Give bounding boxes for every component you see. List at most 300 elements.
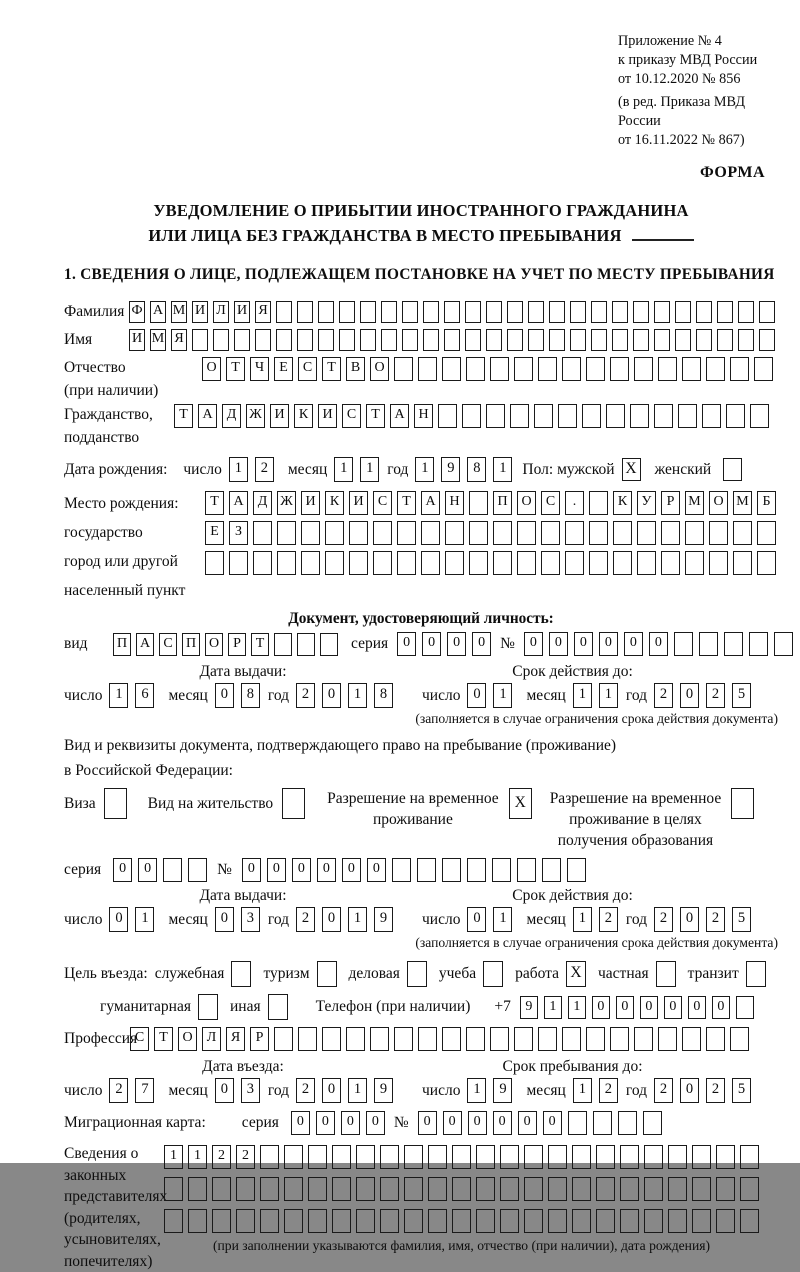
char-box: О: [517, 491, 536, 515]
char-box: Т: [205, 491, 224, 515]
stay-valid-day: [467, 907, 512, 932]
issue-date-heading: Дата выдачи:: [199, 663, 287, 680]
char-box: 0: [518, 1111, 537, 1135]
char-box: Я: [171, 329, 187, 351]
char-box: 0: [138, 858, 157, 882]
char-box: [428, 1177, 447, 1201]
char-box: [517, 858, 536, 882]
identity-doc-date-headings: [64, 663, 778, 681]
char-box: [696, 329, 712, 351]
char-box: [188, 1209, 207, 1233]
char-box: [612, 301, 628, 323]
char-box: [205, 551, 224, 575]
char-box: [462, 404, 481, 428]
char-box: [467, 858, 486, 882]
stay-doc-dates: число 0 1 месяц 0 3 год 2 0 1 9 число 0 1 месяц 1 2 год 2 0 2 5: [64, 907, 778, 932]
char-box: 0: [712, 996, 730, 1019]
char-box: З: [229, 521, 248, 545]
char-box: 5: [732, 907, 751, 932]
char-box: [325, 551, 344, 575]
purpose-transit-checkbox: [746, 961, 766, 987]
char-box: 0: [418, 1111, 437, 1135]
rvp-checkbox: X: [509, 788, 532, 819]
char-box: [234, 329, 250, 351]
char-box: [759, 329, 775, 351]
char-box: [738, 329, 754, 351]
ref-line: к приказу МВД России: [618, 52, 758, 68]
char-box: [325, 521, 344, 545]
char-box: [360, 329, 376, 351]
char-box: [514, 357, 533, 381]
char-box: [613, 521, 632, 545]
char-box: [332, 1177, 351, 1201]
char-box: 1: [348, 907, 367, 932]
doc-kind-boxes: [113, 633, 338, 656]
char-box: [596, 1145, 615, 1169]
char-box: [301, 551, 320, 575]
char-box: [591, 329, 607, 351]
char-box: [392, 858, 411, 882]
char-box: [277, 521, 296, 545]
char-box: 0: [592, 996, 610, 1019]
sex-female-label: женский: [654, 460, 712, 478]
char-box: [445, 551, 464, 575]
char-box: 1: [348, 1078, 367, 1103]
char-box: [380, 1145, 399, 1169]
char-box: И: [234, 301, 250, 323]
patronymic-row: [64, 357, 778, 402]
char-box: А: [229, 491, 248, 515]
char-box: О: [178, 1027, 197, 1051]
char-box: [733, 551, 752, 575]
firstname-boxes: [129, 329, 775, 351]
char-box: [297, 633, 315, 656]
char-box: [685, 551, 704, 575]
char-box: [360, 301, 376, 323]
char-box: [510, 404, 529, 428]
ref-line: от 10.12.2020 № 856: [618, 71, 741, 87]
char-box: М: [150, 329, 166, 351]
char-box: 0: [422, 632, 441, 656]
char-box: [380, 1177, 399, 1201]
sex-female-checkbox: [723, 458, 742, 481]
char-box: [696, 301, 712, 323]
representatives-label: Сведения о законных представителях (родителях, усыновителях, попечителях): [64, 1145, 168, 1270]
ref-line: (в ред. Приказа МВД России: [618, 94, 746, 129]
char-box: [514, 1027, 533, 1051]
citizenship-label: Гражданство, подданство: [64, 406, 153, 446]
char-box: 2: [255, 457, 274, 482]
char-box: А: [421, 491, 440, 515]
char-box: [381, 301, 397, 323]
char-box: Н: [445, 491, 464, 515]
char-box: М: [171, 301, 187, 323]
limited-validity-note-2: (заполняется в случае ограничения срока действия документа): [415, 935, 778, 950]
purpose-row2: гуманитарная иная Телефон (при наличии) +7 9 1 1 0 0 0 0 0 0: [64, 994, 778, 1020]
char-box: [633, 301, 649, 323]
year-label: год: [387, 460, 409, 478]
char-box: [404, 1209, 423, 1233]
char-box: 2: [706, 683, 725, 708]
char-box: Д: [222, 404, 241, 428]
char-box: 2: [654, 683, 673, 708]
char-box: 1: [109, 683, 128, 708]
char-box: [466, 357, 485, 381]
char-box: [421, 551, 440, 575]
birthplace-row2-boxes: [205, 521, 776, 545]
migcard-number-boxes: [418, 1111, 662, 1135]
char-box: [212, 1177, 231, 1201]
char-box: [538, 357, 557, 381]
char-box: [668, 1209, 687, 1233]
char-box: [654, 404, 673, 428]
char-box: [682, 1027, 701, 1051]
char-box: [586, 357, 605, 381]
char-box: [318, 329, 334, 351]
char-box: 0: [322, 683, 341, 708]
char-box: 2: [109, 1078, 128, 1103]
char-box: 0: [664, 996, 682, 1019]
char-box: Е: [205, 521, 224, 545]
char-box: [276, 329, 292, 351]
char-box: 0: [367, 858, 386, 882]
char-box: [418, 1027, 437, 1051]
char-box: [284, 1209, 303, 1233]
char-box: П: [113, 633, 131, 656]
char-box: [452, 1209, 471, 1233]
char-box: 1: [415, 457, 434, 482]
char-box: 0: [292, 858, 311, 882]
char-box: [582, 404, 601, 428]
stay-doc-line2: в Российской Федерации:: [64, 762, 233, 779]
char-box: [236, 1177, 255, 1201]
char-box: [260, 1209, 279, 1233]
representatives-rows: [164, 1143, 759, 1254]
char-box: 0: [680, 907, 699, 932]
char-box: 0: [215, 907, 234, 932]
char-box: М: [685, 491, 704, 515]
stay-issue-month: [215, 907, 260, 932]
char-box: [730, 357, 749, 381]
char-box: 0: [616, 996, 634, 1019]
char-box: 2: [599, 907, 618, 932]
char-box: [706, 357, 725, 381]
doc-kind-label: вид: [64, 635, 88, 652]
char-box: [620, 1177, 639, 1201]
char-box: [493, 551, 512, 575]
char-box: [570, 301, 586, 323]
char-box: [188, 858, 207, 882]
doc-series-boxes: [397, 632, 491, 656]
char-box: [229, 551, 248, 575]
char-box: Р: [228, 633, 246, 656]
title-blank-line: [632, 239, 694, 241]
char-box: [549, 301, 565, 323]
char-box: 0: [467, 683, 486, 708]
char-box: [394, 1027, 413, 1051]
char-box: Т: [226, 357, 245, 381]
char-box: [558, 404, 577, 428]
sex-label: Пол: мужской: [522, 460, 615, 478]
char-box: И: [192, 301, 208, 323]
char-box: [740, 1209, 759, 1233]
doc-issue-year: [296, 683, 393, 708]
char-box: [589, 521, 608, 545]
char-box: [548, 1177, 567, 1201]
char-box: 0: [113, 858, 132, 882]
char-box: 9: [493, 1078, 512, 1103]
char-box: [500, 1209, 519, 1233]
char-box: [517, 551, 536, 575]
migration-card-row: Миграционная карта: серия 0 0 0 0 № 0 0 0 0 0 0: [64, 1111, 778, 1135]
stay-series-boxes: [113, 858, 207, 882]
char-box: [548, 1209, 567, 1233]
char-box: [284, 1177, 303, 1201]
char-box: [318, 301, 334, 323]
char-box: 1: [568, 996, 586, 1019]
char-box: [675, 329, 691, 351]
char-box: [418, 357, 437, 381]
title-line2: ИЛИ ЛИЦА БЕЗ ГРАЖДАНСТВА В МЕСТО ПРЕБЫВАНИЯ: [148, 226, 622, 245]
until-month: [573, 1078, 618, 1103]
char-box: [438, 404, 457, 428]
char-box: [349, 551, 368, 575]
char-box: В: [346, 357, 365, 381]
birth-month-boxes: [334, 457, 379, 482]
purpose-row: Цель въезда: служебная туризм деловая учеба работа X частная транзит: [64, 961, 778, 987]
char-box: 1: [360, 457, 379, 482]
char-box: Т: [251, 633, 269, 656]
char-box: [277, 551, 296, 575]
char-box: 0: [680, 683, 699, 708]
char-box: М: [733, 491, 752, 515]
char-box: [188, 1177, 207, 1201]
char-box: 1: [135, 907, 154, 932]
char-box: Т: [154, 1027, 173, 1051]
char-box: [213, 329, 229, 351]
doc-issue-day: [109, 683, 154, 708]
char-box: 2: [296, 907, 315, 932]
char-box: [613, 551, 632, 575]
char-box: [253, 551, 272, 575]
char-box: [356, 1177, 375, 1201]
char-box: [586, 1027, 605, 1051]
char-box: [740, 1177, 759, 1201]
citizenship-boxes: [174, 404, 769, 428]
char-box: [675, 301, 691, 323]
until-day: [467, 1078, 512, 1103]
doc-number-sign: №: [500, 635, 515, 652]
birthplace-label: Место рождения: государство город или другой населенный пункт: [64, 495, 186, 599]
char-box: [567, 858, 586, 882]
purpose-private-checkbox: [656, 961, 676, 987]
char-box: А: [198, 404, 217, 428]
char-box: [716, 1209, 735, 1233]
char-box: 2: [296, 1078, 315, 1103]
representatives-note: (при заполнении указываются фамилия, имя, отчество (при наличии), дата рождения): [212, 1238, 711, 1253]
char-box: 1: [334, 457, 353, 482]
char-box: [572, 1177, 591, 1201]
stay-issue-year: [296, 907, 393, 932]
char-box: Т: [366, 404, 385, 428]
char-box: [192, 329, 208, 351]
char-box: [572, 1145, 591, 1169]
doc-valid-year: [654, 683, 751, 708]
char-box: [397, 551, 416, 575]
char-box: [716, 1177, 735, 1201]
day-label: число: [183, 460, 222, 478]
char-box: А: [390, 404, 409, 428]
char-box: О: [370, 357, 389, 381]
char-box: [634, 357, 653, 381]
char-box: 0: [640, 996, 658, 1019]
char-box: [606, 404, 625, 428]
char-box: С: [159, 633, 177, 656]
char-box: И: [301, 491, 320, 515]
char-box: [236, 1209, 255, 1233]
char-box: 0: [443, 1111, 462, 1135]
char-box: 6: [135, 683, 154, 708]
char-box: [298, 1027, 317, 1051]
char-box: [349, 521, 368, 545]
entry-year: [296, 1078, 393, 1103]
char-box: [524, 1145, 543, 1169]
entry-month: [215, 1078, 260, 1103]
char-box: [284, 1145, 303, 1169]
char-box: [404, 1145, 423, 1169]
char-box: [637, 551, 656, 575]
char-box: [549, 329, 565, 351]
char-box: [469, 551, 488, 575]
until-year: [654, 1078, 751, 1103]
char-box: 0: [341, 1111, 360, 1135]
char-box: И: [318, 404, 337, 428]
char-box: 9: [374, 907, 393, 932]
char-box: Я: [255, 301, 271, 323]
char-box: [685, 521, 704, 545]
char-box: 2: [706, 1078, 725, 1103]
stay-doc-series-row: серия 0 0 № 0 0 0 0 0 0: [64, 858, 778, 882]
char-box: [528, 329, 544, 351]
stay-doc-options: [64, 788, 778, 851]
char-box: [493, 521, 512, 545]
surname-boxes: [129, 301, 775, 323]
ref-line: Приложение № 4: [618, 33, 722, 49]
doc-valid-day: [467, 683, 512, 708]
char-box: [442, 357, 461, 381]
char-box: 5: [732, 1078, 751, 1103]
char-box: [373, 551, 392, 575]
char-box: [668, 1145, 687, 1169]
char-box: А: [150, 301, 166, 323]
char-box: 8: [467, 457, 486, 482]
patronymic-boxes: [202, 357, 773, 381]
birthplace-row1-boxes: [205, 491, 776, 515]
char-box: [740, 1145, 759, 1169]
char-box: Ж: [277, 491, 296, 515]
char-box: [572, 1209, 591, 1233]
char-box: [630, 404, 649, 428]
representatives-row3-boxes: [164, 1209, 759, 1233]
char-box: У: [637, 491, 656, 515]
char-box: К: [325, 491, 344, 515]
char-box: 1: [493, 907, 512, 932]
char-box: [692, 1177, 711, 1201]
char-box: [492, 858, 511, 882]
char-box: [423, 329, 439, 351]
char-box: [397, 521, 416, 545]
char-box: 0: [242, 858, 261, 882]
char-box: [637, 521, 656, 545]
char-box: [654, 301, 670, 323]
doc-issue-month: [215, 683, 260, 708]
char-box: 0: [322, 1078, 341, 1103]
char-box: 0: [472, 632, 491, 656]
char-box: Н: [414, 404, 433, 428]
char-box: 0: [215, 1078, 234, 1103]
char-box: [644, 1209, 663, 1233]
char-box: 0: [317, 858, 336, 882]
char-box: [702, 404, 721, 428]
birthdate-label: Дата рождения:: [64, 460, 168, 478]
char-box: [428, 1145, 447, 1169]
char-box: 1: [573, 683, 592, 708]
char-box: [402, 329, 418, 351]
char-box: [709, 521, 728, 545]
identity-doc-heading: Документ, удостоверяющий личность:: [288, 610, 554, 627]
entry-day: [109, 1078, 154, 1103]
char-box: [276, 301, 292, 323]
surname-label: Фамилия: [64, 303, 125, 320]
char-box: И: [129, 329, 145, 351]
purpose-other-checkbox: [268, 994, 288, 1020]
char-box: 1: [229, 457, 248, 482]
char-box: О: [205, 633, 223, 656]
representatives-block: [64, 1143, 778, 1272]
char-box: 1: [188, 1145, 207, 1169]
char-box: [634, 1027, 653, 1051]
entry-dates: число 2 7 месяц 0 3 год 2 0 1 9 число 1 9 месяц 1 2 год 2 0 2 5: [64, 1078, 778, 1103]
char-box: 0: [599, 632, 618, 656]
char-box: [757, 551, 776, 575]
identity-doc-dates: число 1 6 месяц 0 8 год 2 0 1 8 число 0 1 месяц 1 1 год 2 0 2 5: [64, 683, 778, 708]
char-box: [565, 521, 584, 545]
char-box: [717, 301, 733, 323]
char-box: [658, 357, 677, 381]
char-box: [562, 357, 581, 381]
char-box: [212, 1209, 231, 1233]
char-box: [709, 551, 728, 575]
char-box: К: [613, 491, 632, 515]
char-box: [500, 1177, 519, 1201]
char-box: [759, 301, 775, 323]
char-box: 0: [649, 632, 668, 656]
char-box: Е: [274, 357, 293, 381]
char-box: [568, 1111, 587, 1135]
header-reference: [618, 32, 778, 150]
stay-doc-date-headings: Дата выдачи: Срок действия до:: [199, 887, 633, 904]
purpose-humanitarian-checkbox: [198, 994, 218, 1020]
char-box: [541, 551, 560, 575]
char-box: [754, 357, 773, 381]
char-box: [596, 1177, 615, 1201]
char-box: 0: [493, 1111, 512, 1135]
char-box: [692, 1209, 711, 1233]
firstname-row: [64, 329, 778, 351]
char-box: 0: [267, 858, 286, 882]
char-box: 1: [493, 683, 512, 708]
birthdate-row: [64, 457, 778, 482]
